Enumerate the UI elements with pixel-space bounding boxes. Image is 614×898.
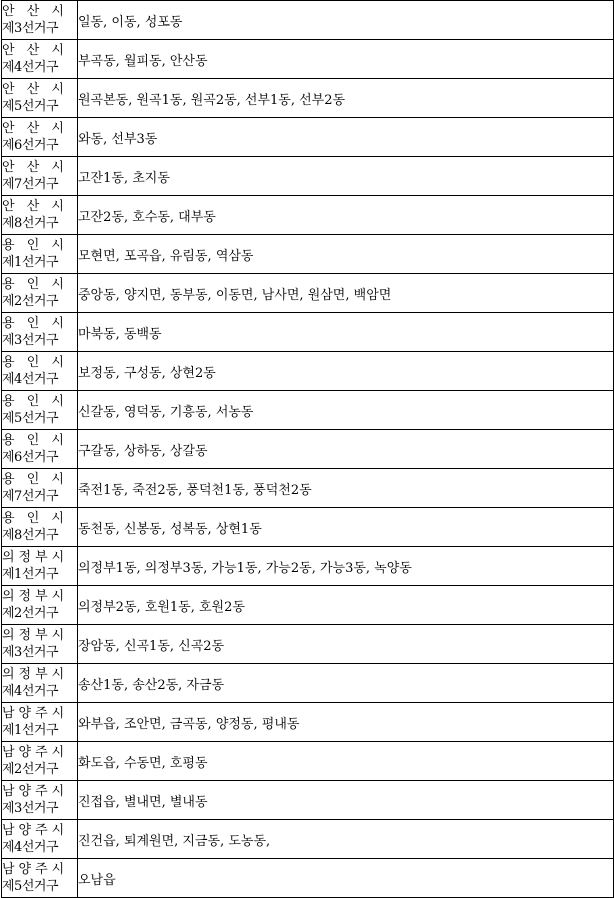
constituency-name: 제6선거구 — [2, 450, 59, 465]
dong-list: 중앙동, 양지면, 동부동, 이동면, 남사면, 원삼면, 백암면 — [78, 274, 614, 313]
table-row — [2, 547, 614, 586]
table-row — [2, 664, 614, 703]
district-name-cell — [2, 274, 78, 313]
table-row — [2, 235, 614, 274]
city-name: 안 산 시 — [2, 160, 68, 175]
dong-list: 의정부1동, 의정부3동, 가능1동, 가능2동, 가능3동, 녹양동 — [78, 547, 614, 586]
city-name: 안 산 시 — [2, 4, 68, 19]
constituency-name: 제4선거구 — [2, 372, 59, 387]
city-name: 용 인 시 — [2, 472, 68, 487]
city-name: 안 산 시 — [2, 199, 68, 214]
city-name: 안 산 시 — [2, 43, 68, 58]
district-name-cell — [2, 664, 78, 703]
district-name-cell — [2, 1, 78, 40]
dong-list: 의정부2동, 호원1동, 호원2동 — [78, 586, 614, 625]
city-name: 남양주시 — [2, 784, 69, 799]
constituency-name: 제1선거구 — [2, 567, 59, 582]
city-name: 용 인 시 — [2, 316, 68, 331]
district-name-cell — [2, 79, 78, 118]
constituency-name: 제5선거구 — [2, 879, 59, 894]
city-name: 안 산 시 — [2, 82, 68, 97]
table-row — [2, 781, 614, 820]
constituency-name: 제2선거구 — [2, 606, 59, 621]
constituency-name: 제8선거구 — [2, 528, 59, 543]
table-row — [2, 274, 614, 313]
district-name-cell — [2, 118, 78, 157]
dong-list: 동천동, 신봉동, 성복동, 상현1동 — [78, 508, 614, 547]
constituency-name: 제1선거구 — [2, 723, 59, 738]
district-table-body — [2, 1, 614, 898]
district-name-cell — [2, 820, 78, 859]
constituency-name: 제3선거구 — [2, 333, 59, 348]
table-row — [2, 508, 614, 547]
district-name-cell — [2, 742, 78, 781]
dong-list: 구갈동, 상하동, 상갈동 — [78, 430, 614, 469]
district-name-cell — [2, 469, 78, 508]
constituency-name: 제2선거구 — [2, 294, 59, 309]
table-row — [2, 469, 614, 508]
city-name: 용 인 시 — [2, 511, 68, 526]
dong-list: 일동, 이동, 성포동 — [78, 1, 614, 40]
dong-list: 마북동, 동백동 — [78, 313, 614, 352]
dong-list: 장암동, 신곡1동, 신곡2동 — [78, 625, 614, 664]
district-name-cell — [2, 235, 78, 274]
constituency-name: 제7선거구 — [2, 489, 59, 504]
table-row — [2, 742, 614, 781]
city-name: 의정부시 — [2, 589, 69, 604]
constituency-name: 제3선거구 — [2, 801, 59, 816]
district-name-cell — [2, 508, 78, 547]
district-name-cell — [2, 157, 78, 196]
constituency-name: 제5선거구 — [2, 99, 59, 114]
district-name-cell — [2, 430, 78, 469]
district-name-cell — [2, 781, 78, 820]
dong-list: 화도읍, 수동면, 호평동 — [78, 742, 614, 781]
city-name: 용 인 시 — [2, 355, 68, 370]
dong-list: 모현면, 포곡읍, 유림동, 역삼동 — [78, 235, 614, 274]
district-table — [1, 0, 614, 898]
table-row — [2, 586, 614, 625]
dong-list: 신갈동, 영덕동, 기흥동, 서농동 — [78, 391, 614, 430]
dong-list: 와부읍, 조안면, 금곡동, 양정동, 평내동 — [78, 703, 614, 742]
table-row — [2, 703, 614, 742]
city-name: 용 인 시 — [2, 238, 68, 253]
table-row — [2, 157, 614, 196]
dong-list: 고잔1동, 초지동 — [78, 157, 614, 196]
table-row — [2, 40, 614, 79]
constituency-name: 제3선거구 — [2, 645, 59, 660]
dong-list: 진접읍, 별내면, 별내동 — [78, 781, 614, 820]
district-name-cell — [2, 40, 78, 79]
dong-list: 죽전1동, 죽전2동, 풍덕천1동, 풍덕천2동 — [78, 469, 614, 508]
constituency-name: 제4선거구 — [2, 60, 59, 75]
dong-list: 고잔2동, 호수동, 대부동 — [78, 196, 614, 235]
table-row — [2, 79, 614, 118]
district-name-cell — [2, 352, 78, 391]
table-row — [2, 352, 614, 391]
district-name-cell — [2, 586, 78, 625]
constituency-name: 제6선거구 — [2, 138, 59, 153]
district-name-cell — [2, 196, 78, 235]
dong-list: 진건읍, 퇴계원면, 지금동, 도농동, — [78, 820, 614, 859]
dong-list: 부곡동, 월피동, 안산동 — [78, 40, 614, 79]
city-name: 용 인 시 — [2, 433, 68, 448]
dong-list: 송산1동, 송산2동, 자금동 — [78, 664, 614, 703]
constituency-name: 제5선거구 — [2, 411, 59, 426]
district-name-cell — [2, 625, 78, 664]
district-name-cell — [2, 703, 78, 742]
table-row — [2, 430, 614, 469]
city-name: 남양주시 — [2, 706, 69, 721]
constituency-name: 제2선거구 — [2, 762, 59, 777]
table-row — [2, 820, 614, 859]
dong-list: 와동, 선부3동 — [78, 118, 614, 157]
table-row — [2, 625, 614, 664]
constituency-name: 제3선거구 — [2, 21, 59, 36]
city-name: 남양주시 — [2, 745, 69, 760]
district-name-cell — [2, 547, 78, 586]
city-name: 용 인 시 — [2, 394, 68, 409]
district-name-cell — [2, 391, 78, 430]
constituency-name: 제1선거구 — [2, 255, 59, 270]
dong-list: 보정동, 구성동, 상현2동 — [78, 352, 614, 391]
city-name: 의정부시 — [2, 667, 69, 682]
city-name: 남양주시 — [2, 823, 69, 838]
table-row — [2, 391, 614, 430]
city-name: 남양주시 — [2, 862, 69, 877]
dong-list: 오남읍 — [78, 859, 614, 898]
table-row — [2, 859, 614, 898]
district-name-cell — [2, 859, 78, 898]
city-name: 안 산 시 — [2, 121, 68, 136]
constituency-name: 제7선거구 — [2, 177, 59, 192]
constituency-name: 제4선거구 — [2, 684, 59, 699]
city-name: 의정부시 — [2, 550, 69, 565]
district-name-cell — [2, 313, 78, 352]
constituency-name: 제8선거구 — [2, 216, 59, 231]
constituency-name: 제4선거구 — [2, 840, 59, 855]
table-row — [2, 196, 614, 235]
table-row — [2, 118, 614, 157]
table-row — [2, 1, 614, 40]
city-name: 의정부시 — [2, 628, 69, 643]
city-name: 용 인 시 — [2, 277, 68, 292]
dong-list: 원곡본동, 원곡1동, 원곡2동, 선부1동, 선부2동 — [78, 79, 614, 118]
table-row — [2, 313, 614, 352]
